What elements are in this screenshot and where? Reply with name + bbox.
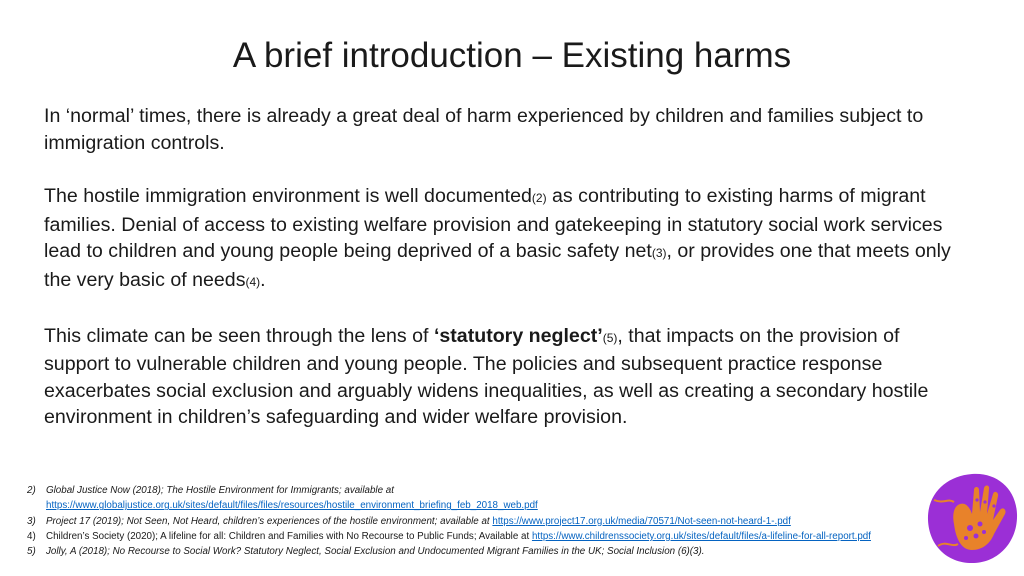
ref-marker-4: (4) <box>245 274 261 289</box>
reference-item <box>27 544 907 559</box>
reference-number: 4) <box>27 530 36 542</box>
paragraph-statutory-neglect <box>44 323 969 431</box>
ref-marker-3: (3) <box>651 246 667 261</box>
p3-text-b: , that impacts on the provision of support to vulnerable children and young people. The policies and subsequent practice response exacerbates social exclusion and arguably widens inequalities, as well as creating a secondary hostile environment in children’s safeguarding and wider welfare provision. <box>44 324 929 429</box>
reference-number: 2) <box>27 485 36 496</box>
slide-title: A brief introduction – Existing harms <box>232 36 792 75</box>
reference-text: Project 17 (2019); Not Seen, Not Heard, children’s experiences of the hostile environment; available at <box>46 515 490 527</box>
reference-item <box>27 529 907 544</box>
reference-number: 5) <box>27 546 36 558</box>
reference-link[interactable]: https://www.childrenssociety.org.uk/sites/default/files/a-lifeline-for-all-report.pdf <box>531 530 871 542</box>
p3-text-a: This climate can be seen through the lens of <box>44 324 434 347</box>
body-text <box>44 103 969 431</box>
reference-link[interactable]: https://www.project17.org.uk/media/70571/Not-seen-not-heard-1-.pdf <box>492 515 791 527</box>
references-list <box>27 483 907 559</box>
p2-text-a: The hostile immigration environment is well documented <box>44 185 532 208</box>
reference-text: Children’s Society (2020); A lifeline for all: Children and Families with No Recourse to Public Funds; Available at <box>46 530 530 542</box>
reference-item <box>27 483 907 514</box>
statutory-neglect-term: ‘statutory neglect’ <box>433 324 603 347</box>
ref-marker-5: (5) <box>602 330 618 345</box>
p2-text-b: as contributing to existing harms of migrant families. Denial of access to existing welfare provision and gatekeeping in statutory social work services lead to children and young people being deprived of a basic safety net <box>44 185 943 263</box>
handprint-logo <box>924 470 1020 566</box>
reference-number: 3) <box>27 515 36 527</box>
p2-text-d: . <box>260 268 266 291</box>
paragraph-normal-times: In ‘normal’ times, there is already a great deal of harm experienced by children and families subject to immigration controls. <box>44 105 924 154</box>
ref-marker-2: (2) <box>531 191 547 206</box>
reference-item <box>27 514 907 529</box>
paragraph-hostile-environment <box>44 183 969 295</box>
reference-link[interactable]: https://www.globaljustice.org.uk/sites/default/files/files/resources/hostile_environment_briefing_feb_2018_web.pdf <box>46 500 538 512</box>
p2-text-c: , or provides one that meets only the very basic of needs <box>44 240 951 291</box>
reference-text: Global Justice Now (2018); The Hostile Environment for Immigrants; available at <box>46 485 394 496</box>
reference-text: Jolly, A (2018); No Recourse to Social Work? Statutory Neglect, Social Exclusion and Undocumented Migrant Families in the UK; Social Inclusion (6)(3). <box>46 546 705 558</box>
